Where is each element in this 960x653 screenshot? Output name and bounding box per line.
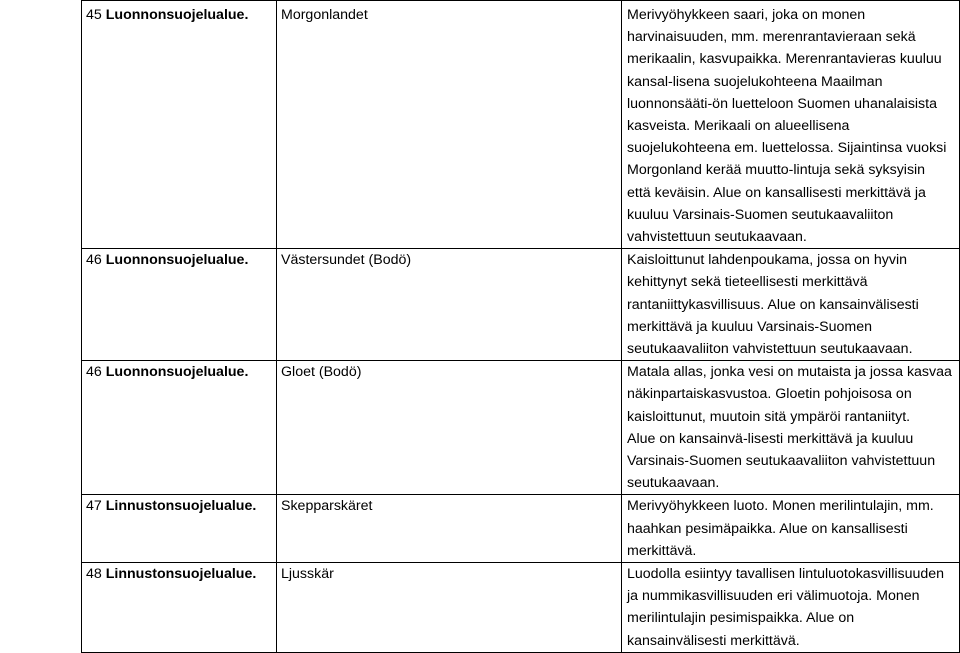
area-type: Luonnonsuojelualue.	[105, 364, 249, 381]
description-line: Merivyöhykkeen saari, joka on monen	[627, 7, 866, 23]
description-line: Alue on kansainvä-lisesti merkittävä ja kuuluu	[627, 430, 914, 447]
area-description-cell	[622, 563, 960, 653]
table-row	[82, 361, 960, 495]
area-name-cell	[277, 361, 622, 495]
description-line: Matala allas, jonka vesi on mutaista ja jossa kasvaa	[627, 364, 952, 381]
description-line: rantaniittykasvillisuus. Alue on kansainvälisesti	[627, 296, 919, 313]
area-id-cell	[82, 563, 277, 653]
description-line: ja nummikasvillisuuden eri välimuotoja. Monen	[627, 588, 920, 605]
description-line: kehittynyt sekä tieteellisesti merkittävä	[627, 274, 868, 291]
description-line: kaisloittunut, muutoin sitä ympäröi rantaniityt.	[627, 408, 911, 425]
area-id-cell	[82, 361, 277, 495]
description-line: merikaalin, kasvupaikka. Merenrantavieras kuuluu	[627, 51, 942, 68]
area-name-cell	[277, 1, 622, 249]
description-line: harvinaisuuden, mm. merenrantavieraan sekä	[627, 29, 916, 46]
description-line: seutukaavaliiton vahvistettuun seutukaavaan.	[627, 341, 913, 358]
description-line: Morgonland kerää muutto-lintuja sekä syksyisin	[627, 162, 926, 179]
table-row	[82, 495, 960, 563]
area-id-cell	[82, 1, 277, 249]
description-line: Merivyöhykkeen luoto. Monen merilintulajin, mm.	[627, 498, 934, 515]
area-number: 45	[86, 7, 102, 23]
description-line: merkittävä ja kuuluu Varsinais-Suomen	[627, 318, 872, 335]
table-row	[82, 563, 960, 653]
area-id-cell	[82, 249, 277, 361]
area-name-cell	[277, 563, 622, 653]
area-id-cell	[82, 495, 277, 563]
area-name: Gloet (Bodö)	[281, 364, 362, 381]
table-row	[82, 1, 960, 249]
description-line: Varsinais-Suomen seutukaavaliiton vahvistettuun	[627, 453, 936, 470]
description-line: kansal-lisena suojelukohteena Maailman	[627, 73, 883, 90]
area-number: 48	[86, 566, 102, 583]
area-name: Ljusskär	[281, 566, 334, 583]
area-number: 47	[86, 498, 102, 515]
area-type: Linnustonsuojelualue.	[105, 566, 257, 583]
area-number: 46	[86, 252, 102, 269]
area-name: Morgonlandet	[281, 7, 368, 23]
area-type: Linnustonsuojelualue.	[105, 498, 257, 515]
description-line: vahvistettuun seutukaavaan.	[627, 229, 807, 246]
description-line: seutukaavaan.	[627, 475, 720, 492]
area-name-cell	[277, 249, 622, 361]
description-line: että keväisin. Alue on kansallisesti merkittävä ja	[627, 184, 926, 201]
description-line: haahkan pesimäpaikka. Alue on kansallisesti	[627, 520, 908, 537]
area-name: Skepparskäret	[281, 498, 373, 515]
description-line: Kaisloittunut lahdenpoukama, jossa on hyvin	[627, 252, 907, 269]
protected-areas-table	[81, 0, 960, 653]
description-line: kansainvälisesti merkittävä.	[627, 632, 800, 649]
description-line: kuuluu Varsinais-Suomen seutukaavaliiton	[627, 206, 894, 223]
area-description-cell	[622, 495, 960, 563]
area-type: Luonnonsuojelualue.	[105, 7, 249, 23]
description-line: merkittävä.	[627, 542, 697, 559]
description-line: näkinpartaiskasvustoa. Gloetin pohjoisosa on	[627, 386, 912, 403]
area-description-cell	[622, 1, 960, 249]
table-body	[82, 1, 960, 653]
description-line: suojelukohteena em. luettelossa. Sijaintinsa vuoksi	[627, 140, 947, 157]
description-line: merilintulajin pesimispaikka. Alue on	[627, 610, 855, 627]
area-type: Luonnonsuojelualue.	[105, 252, 249, 269]
description-line: kasveista. Merikaali on alueellisena	[627, 118, 850, 135]
area-number: 46	[86, 364, 102, 381]
description-line: luonnonsääti-ön luetteloon Suomen uhanalaisista	[627, 95, 937, 112]
table-row	[82, 249, 960, 361]
area-name: Västersundet (Bodö)	[281, 252, 412, 269]
area-name-cell	[277, 495, 622, 563]
area-description-cell	[622, 361, 960, 495]
description-line: Luodolla esiintyy tavallisen lintuluotokasvillisuuden	[627, 566, 945, 583]
area-description-cell	[622, 249, 960, 361]
